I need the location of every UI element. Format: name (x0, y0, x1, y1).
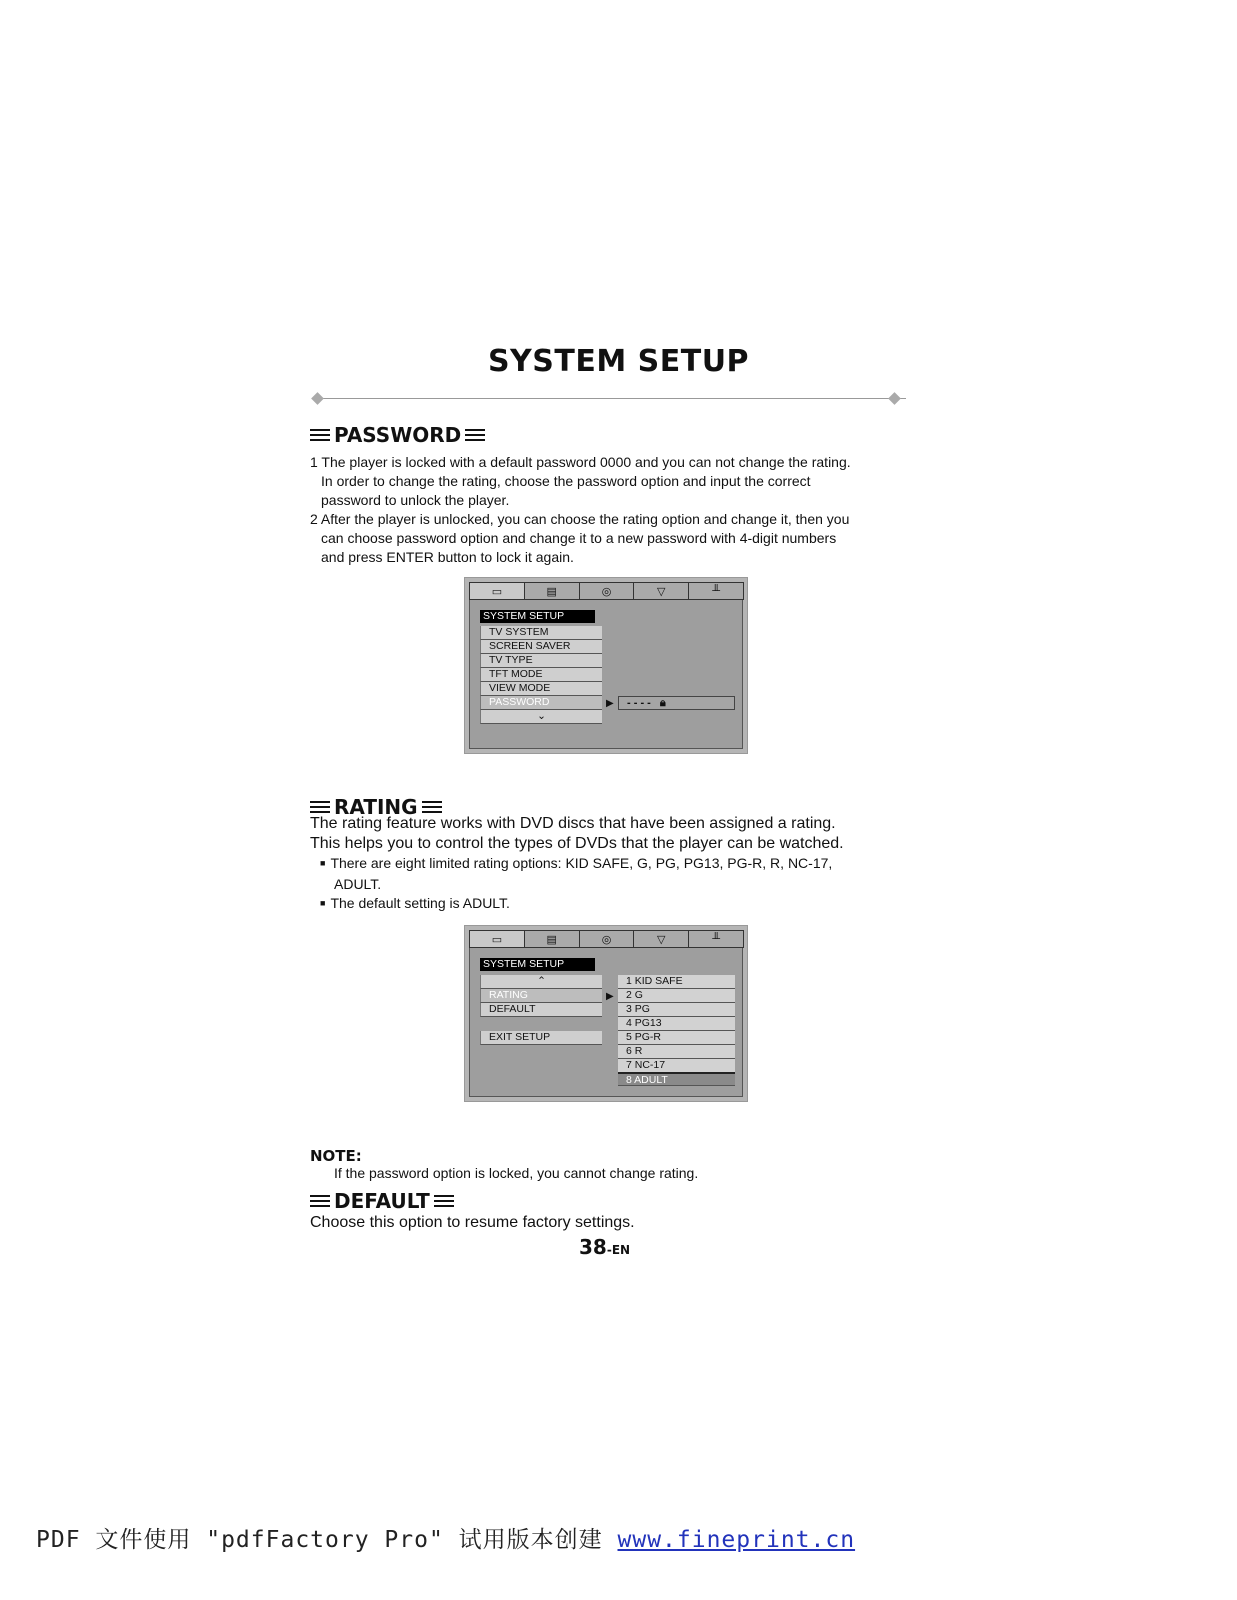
rating-option[interactable]: 2 G (618, 989, 735, 1003)
menu-item-default[interactable]: DEFAULT (480, 1003, 602, 1017)
footer-text: PDF 文件使用 "pdfFactory Pro" 试用版本创建 (36, 1527, 618, 1553)
audio-setup-icon: ▤ (524, 582, 580, 600)
audio-setup-icon: ▤ (524, 930, 580, 948)
footer-link[interactable]: www.fineprint.cn (617, 1527, 856, 1553)
password-line: can choose password option and change it to a new password with 4-digit numbers (321, 530, 837, 546)
menu-item-screen-saver[interactable]: SCREEN SAVER (480, 640, 602, 654)
password-input[interactable] (618, 696, 735, 710)
submenu-arrow-icon: ▶ (606, 698, 614, 709)
rating-bullet: ■ There are eight limited rating options: KID SAFE, G, PG, PG13, PG-R, R, NC-17, (320, 854, 832, 875)
menu-item-tv-system[interactable]: TV SYSTEM (480, 626, 602, 640)
scroll-up-icon[interactable]: ⌃ (480, 975, 602, 989)
page-number-suffix: -EN (606, 1243, 631, 1257)
menu-header: SYSTEM SETUP (480, 958, 595, 971)
password-line: password to unlock the player. (321, 492, 510, 508)
password-line: 1 The player is locked with a default password 0000 and you can not change the rating. (310, 454, 851, 470)
divider-left-diamond (311, 392, 324, 405)
rating-bullet: ■ The default setting is ADULT. (320, 894, 832, 915)
rating-bullet-cont: ADULT. (334, 876, 382, 892)
page-title: SYSTEM SETUP (487, 344, 750, 379)
heading-bars-icon (310, 800, 330, 814)
rating-bullets (320, 854, 832, 915)
rating-option[interactable]: 3 PG (618, 1003, 735, 1017)
heading-bars-icon (310, 428, 330, 442)
submenu-arrow-icon: ▶ (606, 991, 614, 1002)
osd-tab-bar (469, 930, 743, 948)
rating-option[interactable]: 4 PG13 (618, 1017, 735, 1031)
divider-right-diamond (888, 392, 901, 405)
rating-option[interactable]: 7 NC-17 (618, 1059, 735, 1073)
rating-line: This helps you to control the types of DVDs that the player can be watched. (310, 835, 844, 852)
lock-icon: 🔒︎ (659, 697, 666, 709)
menu-item-exit-setup[interactable]: EXIT SETUP (480, 1031, 602, 1045)
menu-item-tv-type[interactable]: TV TYPE (480, 654, 602, 668)
dolby-setup-icon: ◎ (579, 582, 635, 600)
menu-header: SYSTEM SETUP (480, 610, 595, 623)
heading-bars-icon (422, 800, 442, 814)
menu-item-view-mode[interactable]: VIEW MODE (480, 682, 602, 696)
menu-item-password[interactable]: PASSWORD (480, 696, 602, 710)
heading-bars-icon (465, 428, 485, 442)
rating-heading-text: RATING (334, 795, 418, 819)
rating-menu-screenshot (464, 925, 748, 1102)
password-dashes: - - - - (627, 697, 651, 709)
heading-bars-icon (434, 1194, 454, 1208)
dolby-setup-icon: ◎ (579, 930, 635, 948)
page-number-value: 38 (579, 1235, 607, 1259)
page-number (579, 1235, 630, 1259)
password-heading (310, 423, 485, 447)
video-setup-icon: ▽ (633, 582, 689, 600)
password-menu-screenshot (464, 577, 748, 754)
preference-setup-icon: ╨ (688, 930, 744, 948)
osd-tab-bar (469, 582, 743, 600)
rating-option-selected[interactable]: 8 ADULT (618, 1072, 735, 1086)
rating-option[interactable]: 5 PG-R (618, 1031, 735, 1045)
scroll-down-icon[interactable]: ⌄ (480, 710, 602, 724)
video-setup-icon: ▽ (633, 930, 689, 948)
default-heading-text: DEFAULT (334, 1189, 430, 1213)
general-setup-icon: ▭ (469, 930, 525, 948)
menu-item-rating[interactable]: RATING (480, 989, 602, 1003)
password-heading-text: PASSWORD (334, 423, 462, 447)
pdf-footer (36, 1521, 855, 1554)
preference-setup-icon: ╨ (688, 582, 744, 600)
menu-item-tft-mode[interactable]: TFT MODE (480, 668, 602, 682)
rating-description (310, 814, 844, 854)
password-line: and press ENTER button to lock it again. (321, 549, 574, 565)
rating-line: The rating feature works with DVD discs that have been assigned a rating. (310, 815, 836, 832)
password-instructions (310, 453, 851, 567)
rating-option[interactable]: 6 R (618, 1045, 735, 1059)
heading-bars-icon (310, 1194, 330, 1208)
default-text: Choose this option to resume factory settings. (310, 1214, 635, 1231)
general-setup-icon: ▭ (469, 582, 525, 600)
default-heading (310, 1189, 454, 1213)
title-divider (318, 398, 906, 399)
rating-option[interactable]: 1 KID SAFE (618, 975, 735, 989)
password-line: In order to change the rating, choose the password option and input the correct (321, 473, 811, 489)
note-text: If the password option is locked, you cannot change rating. (334, 1165, 699, 1181)
password-line: 2 After the player is unlocked, you can choose the rating option and change it, then you (310, 511, 850, 527)
note-heading: NOTE: (310, 1147, 362, 1165)
